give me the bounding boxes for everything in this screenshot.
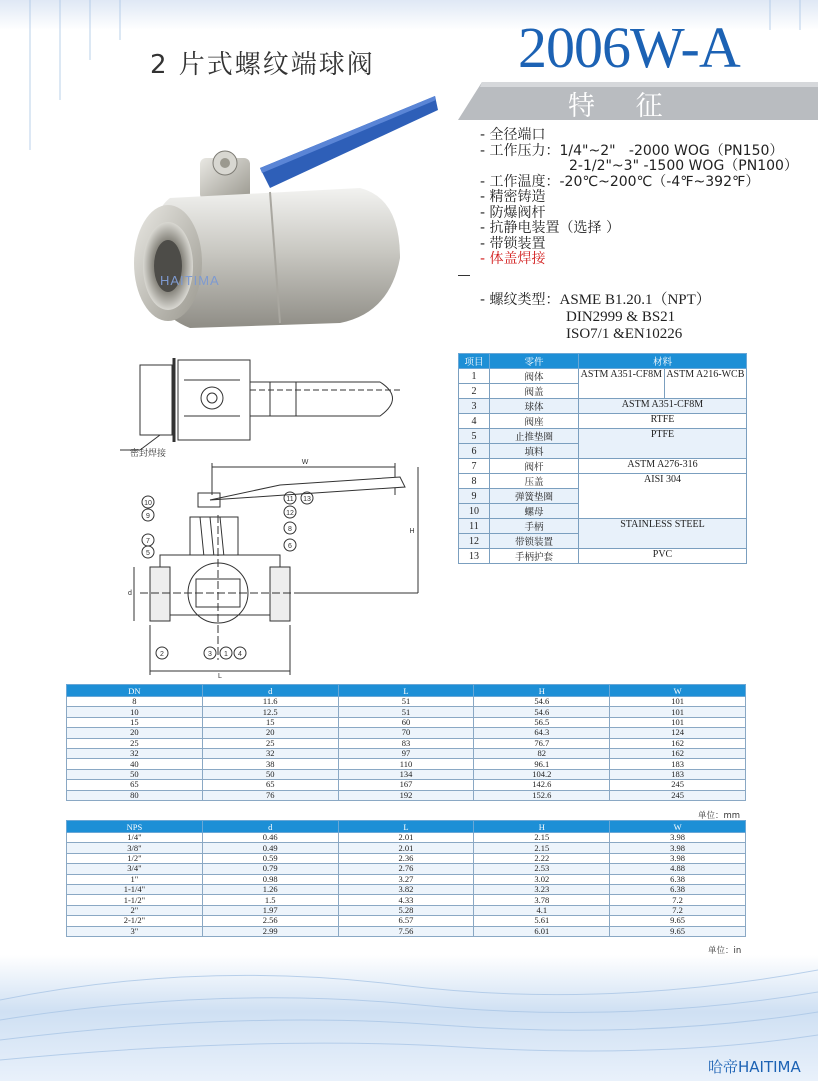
table-cell: 1/2" — [67, 853, 203, 863]
table-cell: 101 — [610, 717, 746, 727]
table-cell: 134 — [338, 769, 474, 779]
metric_table-header: DN — [67, 685, 203, 697]
callout-11: 11 — [286, 496, 294, 503]
table-cell: 6.01 — [474, 926, 610, 936]
thread-value: DIN2999 & BS21 — [566, 309, 676, 325]
table-cell: 6.38 — [610, 874, 746, 884]
features-list — [480, 128, 798, 268]
metric-dimension-table — [66, 684, 746, 801]
parts-row — [459, 474, 747, 489]
table-cell: 2" — [67, 905, 203, 915]
table-row — [67, 843, 746, 853]
table-cell: 3/4" — [67, 864, 203, 874]
table-cell: 54.6 — [474, 707, 610, 717]
table-cell: 7.2 — [610, 895, 746, 905]
table-cell: 124 — [610, 728, 746, 738]
part-material: STAINLESS STEEL — [579, 519, 747, 549]
table-row — [67, 853, 746, 863]
table-cell: 50 — [67, 769, 203, 779]
table-row — [67, 864, 746, 874]
parts-row — [459, 399, 747, 414]
table-cell: 245 — [610, 780, 746, 790]
table-row — [67, 738, 746, 748]
table-cell: 97 — [338, 748, 474, 758]
valve-photo — [110, 88, 450, 338]
table-cell: 51 — [338, 707, 474, 717]
features-heading: 特 征 — [568, 91, 679, 122]
table-cell: 0.49 — [202, 843, 338, 853]
top-view-drawing — [100, 350, 440, 460]
table-cell: 104.2 — [474, 769, 610, 779]
thread-value: ISO7/1 &EN10226 — [566, 326, 683, 342]
parts-row — [459, 549, 747, 564]
parts-row — [459, 429, 747, 444]
table-cell: 101 — [610, 697, 746, 707]
table-cell: 0.59 — [202, 853, 338, 863]
table-cell: 3" — [67, 926, 203, 936]
table-cell: 32 — [67, 748, 203, 758]
part-name: 弹簧垫圈 — [490, 489, 579, 504]
table-cell: 2.76 — [338, 864, 474, 874]
table-cell: 65 — [202, 780, 338, 790]
table-cell: 3.82 — [338, 884, 474, 894]
part-material: RTFE — [579, 414, 747, 429]
table-cell: 1-1/4" — [67, 884, 203, 894]
part-number: 2 — [459, 384, 490, 399]
table-cell: 162 — [610, 738, 746, 748]
table-cell: 40 — [67, 759, 203, 769]
table-row — [67, 916, 746, 926]
part-name: 螺母 — [490, 504, 579, 519]
table-cell: 25 — [202, 738, 338, 748]
table-cell: 50 — [202, 769, 338, 779]
feature-item: - 体盖焊接 — [480, 251, 546, 267]
part-name: 止推垫圈 — [490, 429, 579, 444]
table-cell: 51 — [338, 697, 474, 707]
part-number: 7 — [459, 459, 490, 474]
table-cell: 32 — [202, 748, 338, 758]
table-cell: 245 — [610, 790, 746, 800]
callout-3: 3 — [208, 651, 212, 658]
thread-value: ASME B1.20.1（NPT） — [559, 292, 711, 308]
inch_table-header: H — [474, 821, 610, 833]
part-number: 9 — [459, 489, 490, 504]
table-cell: 1" — [67, 874, 203, 884]
table-cell: 2.36 — [338, 853, 474, 863]
table-cell: 2.22 — [474, 853, 610, 863]
table-cell: 3/8" — [67, 843, 203, 853]
dim-h-label: H — [409, 528, 415, 535]
table-cell: 7.2 — [610, 905, 746, 915]
table-cell: 183 — [610, 759, 746, 769]
callout-6: 6 — [288, 543, 292, 550]
part-number: 13 — [459, 549, 490, 564]
table-cell: 80 — [67, 790, 203, 800]
table-cell: 1.97 — [202, 905, 338, 915]
part-name: 阀盖 — [490, 384, 579, 399]
section-drawing — [100, 455, 440, 680]
table-cell: 183 — [610, 769, 746, 779]
callout-1: 1 — [224, 651, 228, 658]
metric_table-header: H — [474, 685, 610, 697]
parts-row — [459, 414, 747, 429]
part-number: 6 — [459, 444, 490, 459]
inch_table-header: d — [202, 821, 338, 833]
table-cell: 101 — [610, 707, 746, 717]
metric_table-header: W — [610, 685, 746, 697]
table-cell: 83 — [338, 738, 474, 748]
parts-header-part: 零件 — [490, 354, 579, 369]
table-cell: 12.5 — [202, 707, 338, 717]
dim-l-label: L — [218, 673, 222, 680]
part-number: 12 — [459, 534, 490, 549]
part-name: 填料 — [490, 444, 579, 459]
table-row — [67, 717, 746, 727]
callout-10: 10 — [144, 500, 152, 507]
table-cell: 3.27 — [338, 874, 474, 884]
part-name: 球体 — [490, 399, 579, 414]
table-cell: 3.98 — [610, 833, 746, 843]
feature-item: - 带锁装置 — [480, 235, 546, 252]
part-name: 手柄 — [490, 519, 579, 534]
parts-table — [458, 353, 747, 564]
table-cell: 20 — [67, 728, 203, 738]
callout-12: 12 — [286, 510, 294, 517]
part-material: ASTM A351-CF8M — [579, 399, 747, 414]
parts-header-material: 材料 — [579, 354, 747, 369]
table-cell: 2.15 — [474, 843, 610, 853]
thread-label: - 螺纹类型： — [480, 292, 560, 308]
part-number: 5 — [459, 429, 490, 444]
table-cell: 5.28 — [338, 905, 474, 915]
callout-8: 8 — [288, 526, 292, 533]
table-cell: 142.6 — [474, 780, 610, 790]
inch-unit: 单位：in — [708, 946, 742, 956]
part-material: PTFE — [579, 429, 747, 459]
table-row — [67, 780, 746, 790]
table-row — [67, 748, 746, 758]
table-cell: 65 — [67, 780, 203, 790]
table-cell: 4.1 — [474, 905, 610, 915]
part-number: 3 — [459, 399, 490, 414]
table-cell: 2.01 — [338, 843, 474, 853]
table-cell: 3.23 — [474, 884, 610, 894]
table-cell: 64.3 — [474, 728, 610, 738]
table-cell: 2.53 — [474, 864, 610, 874]
table-cell: 5.61 — [474, 916, 610, 926]
table-cell: 25 — [67, 738, 203, 748]
table-cell: 110 — [338, 759, 474, 769]
inch-dimension-table — [66, 820, 746, 937]
table-row — [67, 833, 746, 843]
parts-row — [459, 459, 747, 474]
table-cell: 76.7 — [474, 738, 610, 748]
part-name: 阀杆 — [490, 459, 579, 474]
feature-item: - 工作压力：1/4"~2" -2000 WOG（PN150） — [480, 142, 784, 159]
seal-weld-label: 密封焊接 — [130, 449, 167, 459]
table-cell: 20 — [202, 728, 338, 738]
table-row — [67, 790, 746, 800]
part-name: 阀座 — [490, 414, 579, 429]
table-cell: 82 — [474, 748, 610, 758]
metric-unit: 单位：mm — [698, 811, 741, 821]
table-cell: 1.5 — [202, 895, 338, 905]
part-name: 压盖 — [490, 474, 579, 489]
table-row — [67, 759, 746, 769]
table-cell: 3.02 — [474, 874, 610, 884]
part-name: 阀体 — [490, 369, 579, 384]
parts-header-no: 项目 — [459, 354, 490, 369]
metric_table-header: d — [202, 685, 338, 697]
part-number: 1 — [459, 369, 490, 384]
table-cell: 2-1/2" — [67, 916, 203, 926]
feature-item: - 工作温度：-20℃~200℃（-4℉~392℉） — [480, 173, 760, 190]
feature-item: - 防爆阀杆 — [480, 204, 546, 221]
table-cell: 3.98 — [610, 843, 746, 853]
table-row — [67, 905, 746, 915]
page-title: 2 片式螺纹端球阀 — [150, 50, 375, 80]
thread-types — [480, 292, 711, 343]
feature-item: 2-1/2"~3" -1500 WOG（PN100） — [480, 158, 798, 174]
table-cell: 56.5 — [474, 717, 610, 727]
photo-watermark: HAITIMA — [160, 273, 220, 288]
table-cell: 167 — [338, 780, 474, 790]
table-cell: 6.38 — [610, 884, 746, 894]
table-cell: 162 — [610, 748, 746, 758]
part-number: 4 — [459, 414, 490, 429]
table-cell: 60 — [338, 717, 474, 727]
table-cell: 4.33 — [338, 895, 474, 905]
feature-item: - 精密铸造 — [480, 189, 546, 205]
part-number: 8 — [459, 474, 490, 489]
dim-w-label: W — [301, 459, 309, 466]
table-cell: 38 — [202, 759, 338, 769]
table-row — [67, 926, 746, 936]
model-number: 2006W-A — [518, 15, 740, 80]
table-cell: 0.79 — [202, 864, 338, 874]
table-cell: 1.26 — [202, 884, 338, 894]
table-row — [67, 884, 746, 894]
table-cell: 11.6 — [202, 697, 338, 707]
part-material: ASTM A351-CF8M — [579, 369, 665, 399]
callout-13: 13 — [303, 496, 311, 503]
part-material: PVC — [579, 549, 747, 564]
table-cell: 4.88 — [610, 864, 746, 874]
brand-footer: 哈帝HAITIMA — [708, 1058, 801, 1076]
part-number: 11 — [459, 519, 490, 534]
table-cell: 0.98 — [202, 874, 338, 884]
table-cell: 152.6 — [474, 790, 610, 800]
table-cell: 54.6 — [474, 697, 610, 707]
table-cell: 1-1/2" — [67, 895, 203, 905]
table-row — [67, 895, 746, 905]
table-cell: 3.78 — [474, 895, 610, 905]
callout-9: 9 — [146, 513, 150, 520]
divider — [458, 275, 470, 276]
parts-row — [459, 519, 747, 534]
table-cell: 2.56 — [202, 916, 338, 926]
table-cell: 1/4" — [67, 833, 203, 843]
callout-5: 5 — [146, 550, 150, 557]
part-material: AISI 304 — [579, 474, 747, 519]
table-cell: 15 — [67, 717, 203, 727]
table-cell: 2.01 — [338, 833, 474, 843]
table-cell: 10 — [67, 707, 203, 717]
table-cell: 9.65 — [610, 916, 746, 926]
table-row — [67, 769, 746, 779]
table-cell: 9.65 — [610, 926, 746, 936]
table-cell: 76 — [202, 790, 338, 800]
part-number: 10 — [459, 504, 490, 519]
table-cell: 2.15 — [474, 833, 610, 843]
part-material-alt: ASTM A216-WCB — [664, 369, 746, 399]
table-cell: 0.46 — [202, 833, 338, 843]
part-name: 带锁装置 — [490, 534, 579, 549]
table-row — [67, 874, 746, 884]
table-cell: 15 — [202, 717, 338, 727]
metric_table-header: L — [338, 685, 474, 697]
part-material: ASTM A276-316 — [579, 459, 747, 474]
table-cell: 8 — [67, 697, 203, 707]
inch_table-header: L — [338, 821, 474, 833]
feature-item: - 全径端口 — [480, 127, 546, 143]
table-cell: 192 — [338, 790, 474, 800]
table-cell: 7.56 — [338, 926, 474, 936]
table-row — [67, 697, 746, 707]
inch_table-header: W — [610, 821, 746, 833]
callout-7: 7 — [146, 538, 150, 545]
dim-d-label: d — [128, 590, 132, 597]
table-cell: 96.1 — [474, 759, 610, 769]
table-cell: 3.98 — [610, 853, 746, 863]
table-cell: 2.99 — [202, 926, 338, 936]
feature-item: - 抗静电装置（选择 ） — [480, 220, 620, 236]
table-row — [67, 707, 746, 717]
table-cell: 6.57 — [338, 916, 474, 926]
callout-4: 4 — [238, 651, 242, 658]
inch_table-header: NPS — [67, 821, 203, 833]
table-row — [67, 728, 746, 738]
parts-row — [459, 369, 747, 384]
callout-2: 2 — [160, 651, 164, 658]
part-name: 手柄护套 — [490, 549, 579, 564]
table-cell: 70 — [338, 728, 474, 738]
